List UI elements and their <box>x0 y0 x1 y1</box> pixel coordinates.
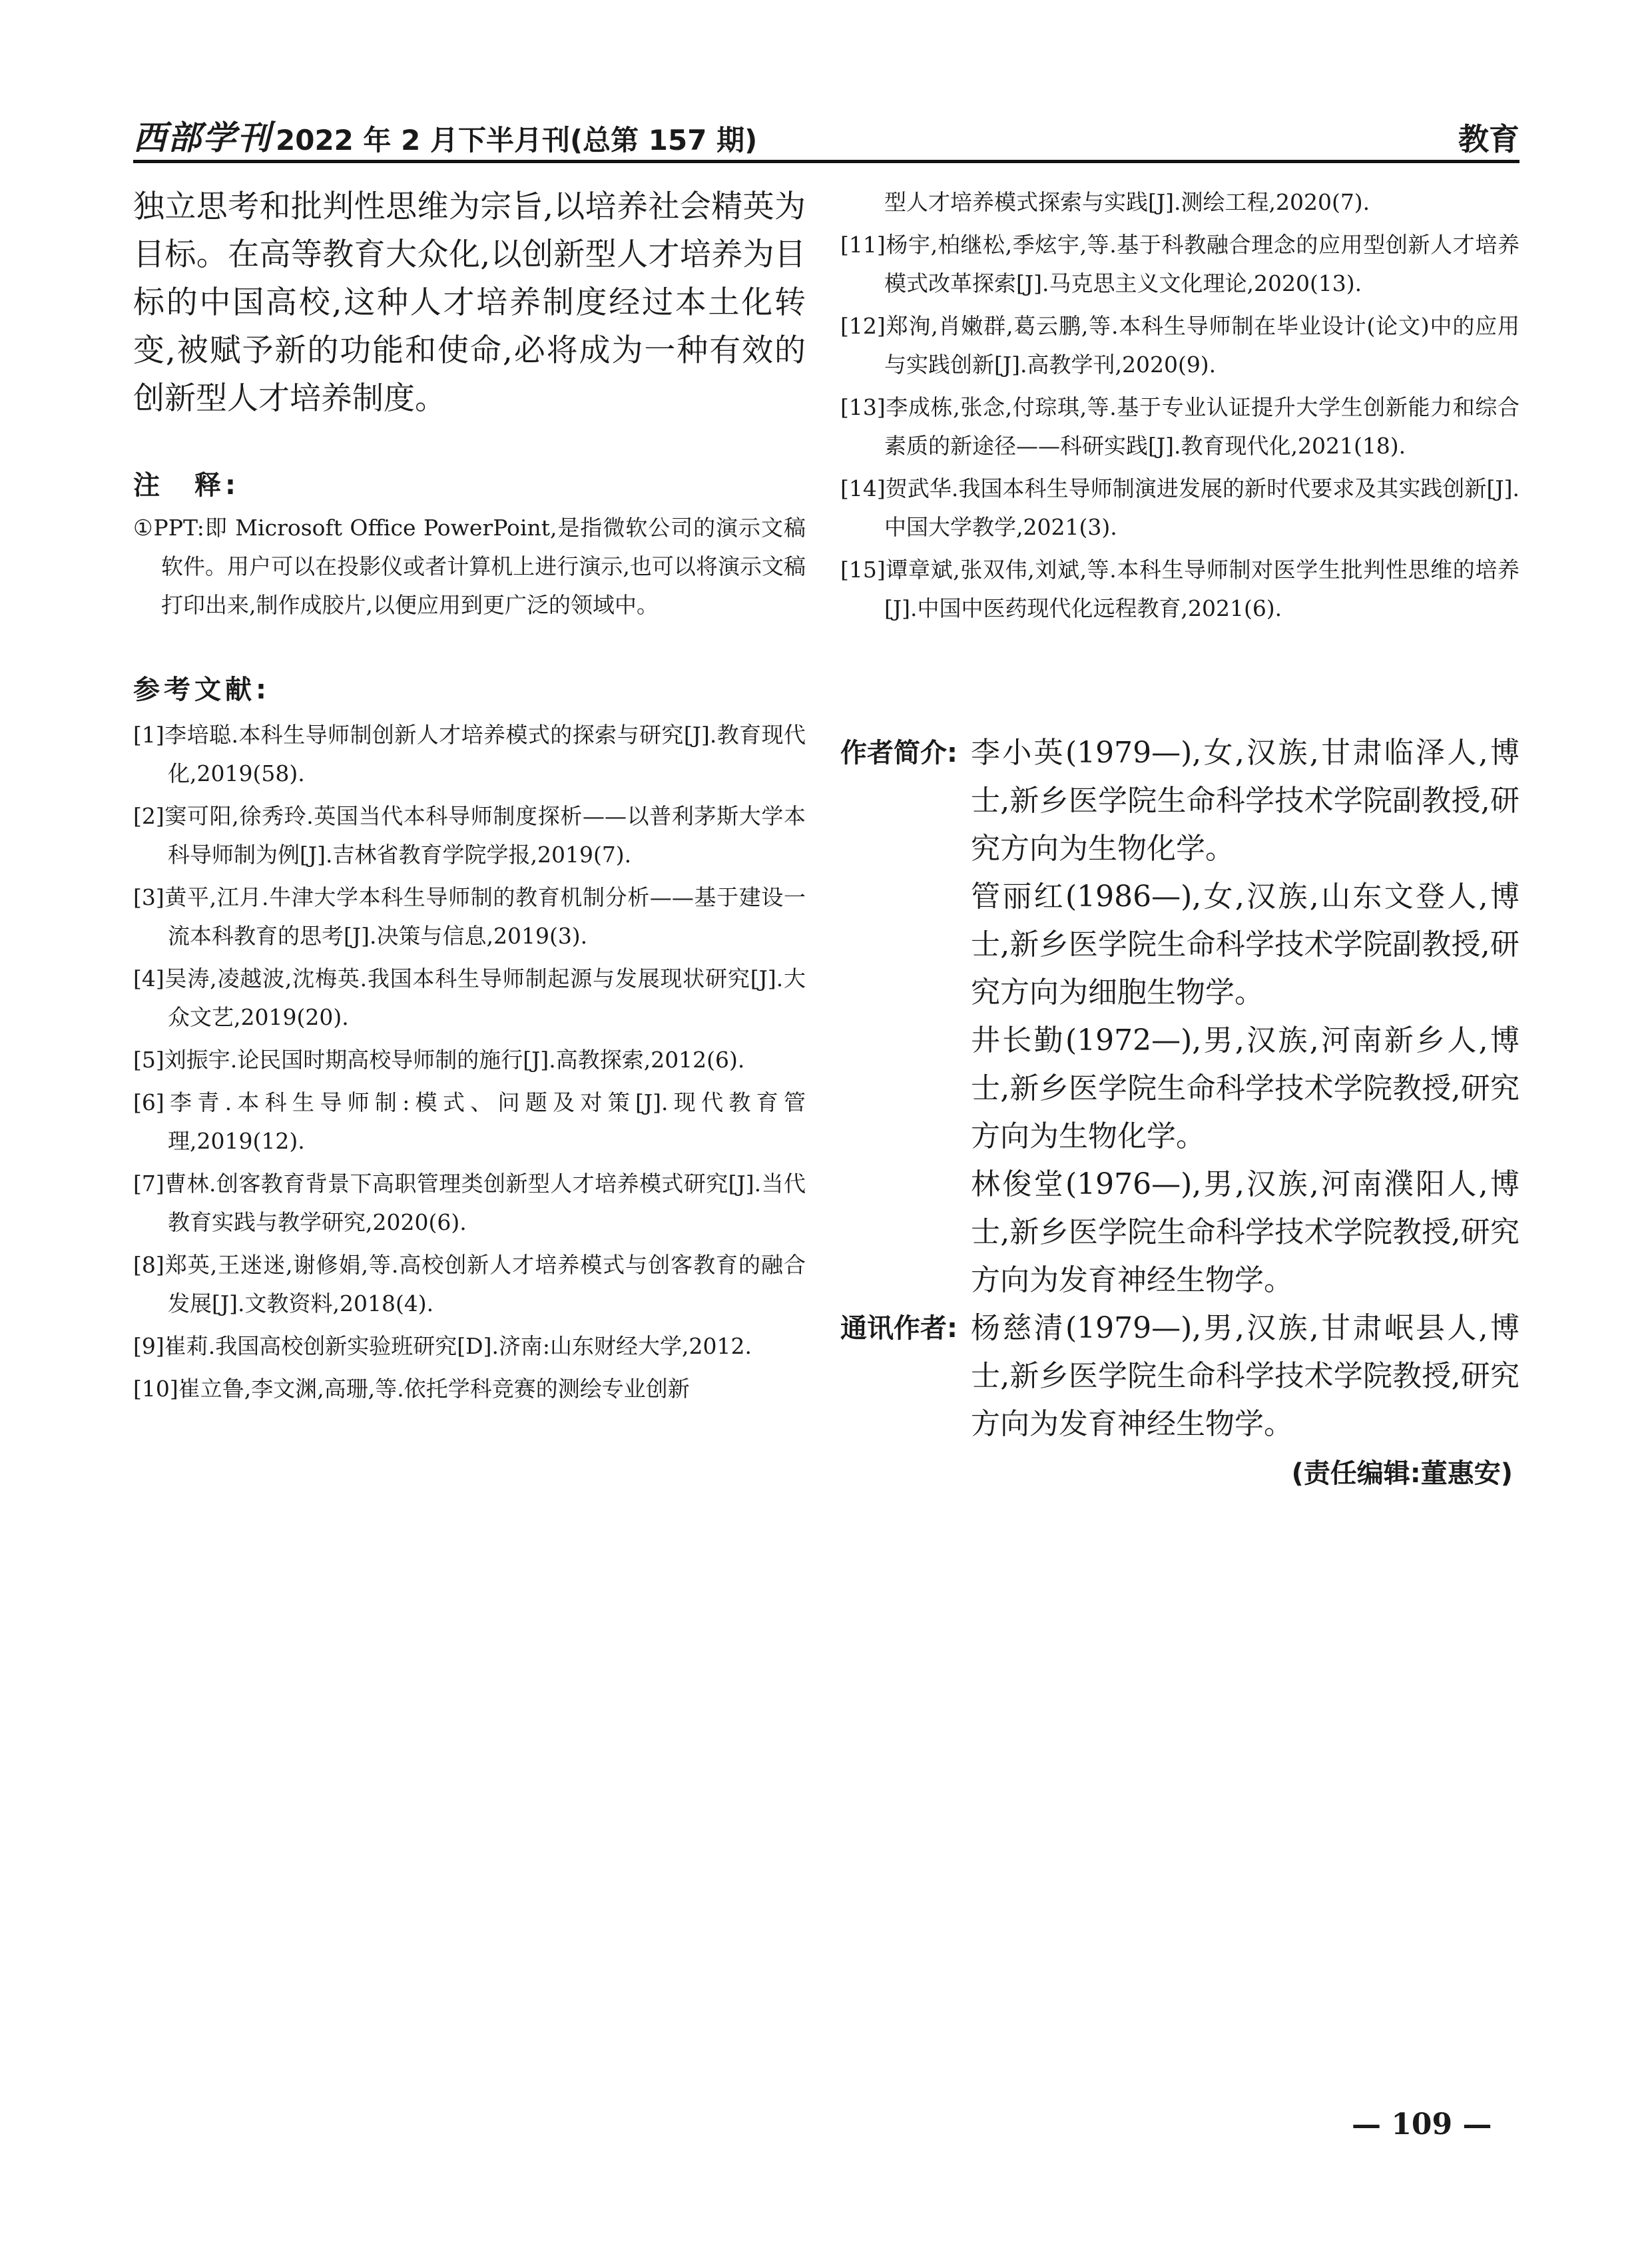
reference-item: [9]崔莉.我国高校创新实验班研究[D].济南:山东财经大学,2012. <box>133 1333 752 1359</box>
issue-info: 2022 年 2 月下半月刊(总第 157 期) <box>276 124 758 156</box>
corresponding-author-row <box>840 1304 1519 1448</box>
author-bio-group <box>840 873 1519 1304</box>
right-column <box>840 183 1519 632</box>
body-paragraph: 独立思考和批判性思维为宗旨,以培养社会精英为目标。在高等教育大众化,以创新型人才培养为目标的中国高校,这种人才培养制度经过本土化转变,被赋予新的功能和使命,必将成为一种有效的创新型人才培养制度。 <box>133 188 806 417</box>
page-number: — 109 — <box>1352 2107 1492 2141</box>
running-header <box>133 112 1519 163</box>
references-heading: 参考文献: <box>133 675 270 705</box>
author-bios <box>840 729 1519 1498</box>
responsible-editor: (责任编辑:董惠安) <box>1291 1458 1513 1489</box>
reference-item: [1]李培聪.本科生导师制创新人才培养模式的探索与研究[J].教育现代化,2019(58). <box>133 722 806 786</box>
corresponding-author-label: 通讯作者: <box>840 1313 958 1344</box>
left-column <box>133 183 806 1412</box>
journal-logo: 西部学刊 <box>133 118 272 157</box>
author-bio: 管丽红(1986—),女,汉族,山东文登人,博士,新乡医学院生命科学技术学院副教授,研究方向为细胞生物学。 <box>971 880 1519 1009</box>
reference-list-left <box>133 716 806 1408</box>
corresponding-author-bio: 杨慈清(1979—),男,汉族,甘肃岷县人,博士,新乡医学院生命科学技术学院教授,研究方向为发育神经生物学。 <box>971 1311 1519 1441</box>
reference-item: [13]李成栋,张念,付琮琪,等.基于专业认证提升大学生创新能力和综合素质的新途径——科研实践[J].教育现代化,2021(18). <box>840 394 1519 459</box>
notes-heading: 注 释: <box>133 470 240 501</box>
section-name: 教育 <box>1458 121 1519 157</box>
reference-item: [12]郑洵,肖嫩群,葛云鹏,等.本科生导师制在毕业设计(论文)中的应用与实践创新[J].高教学刊,2020(9). <box>840 313 1519 378</box>
reference-item: [3]黄平,江月.牛津大学本科生导师制的教育机制分析——基于建设一流本科教育的思考[J].决策与信息,2019(3). <box>133 884 806 949</box>
author-bio: 林俊堂(1976—),男,汉族,河南濮阳人,博士,新乡医学院生命科学技术学院教授,研究方向为发育神经生物学。 <box>971 1167 1519 1297</box>
reference-item: [7]曹林.创客教育背景下高职管理类创新型人才培养模式研究[J].当代教育实践与教学研究,2020(6). <box>133 1171 806 1235</box>
author-intro-row <box>840 729 1519 873</box>
author-intro-label: 作者简介: <box>840 738 958 768</box>
reference-item: [5]刘振宇.论民国时期高校导师制的施行[J].高教探索,2012(6). <box>133 1047 745 1073</box>
reference-item: [8]郑英,王迷迷,谢修娟,等.高校创新人才培养模式与创客教育的融合发展[J].文教资料,2018(4). <box>133 1252 806 1316</box>
note-1: ①PPT:即 Microsoft Office PowerPoint,是指微软公司的演示文稿软件。用户可以在投影仪或者计算机上进行演示,也可以将演示文稿打印出来,制作成胶片,以便应用到更广泛的领域中。 <box>133 515 806 618</box>
reference-item: [14]贺武华.我国本科生导师制演进发展的新时代要求及其实践创新[J].中国大学教学,2021(3). <box>840 475 1519 540</box>
reference-item: [15]谭章斌,张双伟,刘斌,等.本科生导师制对医学生批判性思维的培养[J].中国中医药现代化远程教育,2021(6). <box>840 557 1519 621</box>
reference-item: [6]李青.本科生导师制:模式、问题及对策[J].现代教育管理,2019(12). <box>133 1089 806 1154</box>
reference-item: [11]杨宇,柏继松,季炫宇,等.基于科教融合理念的应用型创新人才培养模式改革探索[J].马克思主义文化理论,2020(13). <box>840 232 1519 296</box>
author-bio: 李小英(1979—),女,汉族,甘肃临泽人,博士,新乡医学院生命科学技术学院副教授,研究方向为生物化学。 <box>971 736 1519 866</box>
header-left <box>133 118 758 157</box>
author-bio: 井长勤(1972—),男,汉族,河南新乡人,博士,新乡医学院生命科学技术学院教授,研究方向为生物化学。 <box>971 1023 1519 1153</box>
reference-item: [4]吴涛,凌越波,沈梅英.我国本科生导师制起源与发展现状研究[J].大众文艺,2019(20). <box>133 966 806 1030</box>
reference-continuation: 型人才培养模式探索与实践[J].测绘工程,2020(7). <box>884 189 1370 215</box>
reference-item: [10]崔立鲁,李文渊,高珊,等.依托学科竞赛的测绘专业创新 <box>133 1376 690 1402</box>
reference-item: [2]窦可阳,徐秀玲.英国当代本科导师制度探析——以普利茅斯大学本科导师制为例[J].吉林省教育学院学报,2019(7). <box>133 803 806 868</box>
